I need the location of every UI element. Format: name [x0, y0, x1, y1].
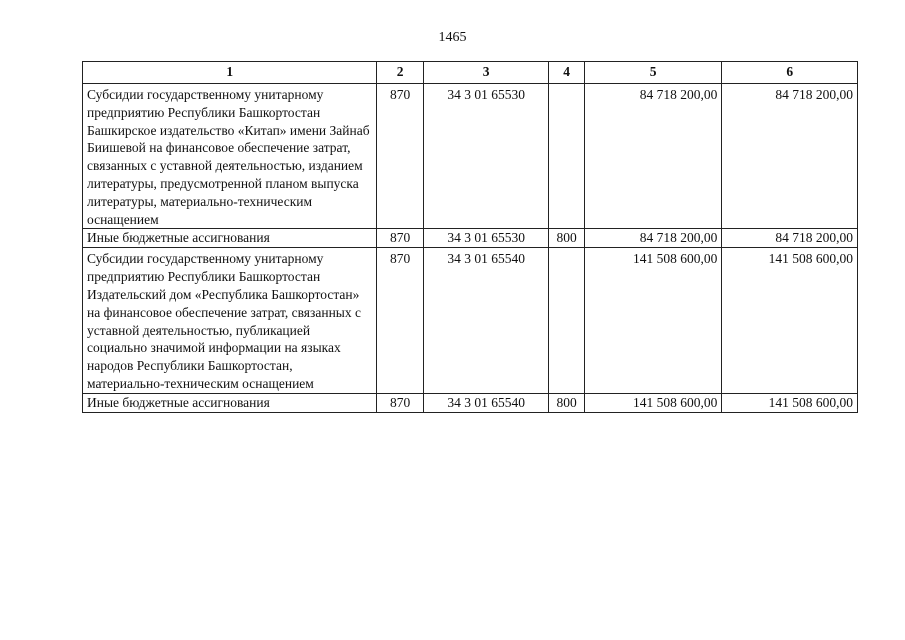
table-header-row	[83, 62, 858, 84]
row-article-cell: 34 3 01 65530	[423, 229, 548, 248]
row-code-cell: 870	[377, 248, 424, 393]
header-col-5: 5	[584, 62, 722, 84]
row-amount-cell: 84 718 200,00	[584, 84, 722, 229]
header-col-2: 2	[377, 62, 424, 84]
table-row	[83, 229, 858, 248]
row-type-cell: 800	[549, 393, 584, 412]
row-name-cell: Иные бюджетные ассигнования	[83, 393, 377, 412]
row-type-cell	[549, 248, 584, 393]
row-amount-cell: 84 718 200,00	[722, 84, 858, 229]
row-code-cell: 870	[377, 84, 424, 229]
header-col-6: 6	[722, 62, 858, 84]
header-col-3: 3	[423, 62, 548, 84]
header-col-1: 1	[83, 62, 377, 84]
row-type-cell	[549, 84, 584, 229]
table-row	[83, 393, 858, 412]
row-type-cell: 800	[549, 229, 584, 248]
budget-table	[82, 61, 858, 413]
row-article-cell: 34 3 01 65540	[423, 248, 548, 393]
row-article-cell: 34 3 01 65540	[423, 393, 548, 412]
row-amount-cell: 141 508 600,00	[722, 393, 858, 412]
row-amount-cell: 141 508 600,00	[584, 393, 722, 412]
header-col-4: 4	[549, 62, 584, 84]
row-amount-cell: 141 508 600,00	[722, 248, 858, 393]
row-code-cell: 870	[377, 393, 424, 412]
row-name-cell: Субсидии государственному унитарному предприятию Республики Башкортостан Башкирское издательство «Китап» имени Зайнаб Биишевой на финансовое обеспечение затрат, связанных с уставной деятельностью, изданием литературы, предусмотренной планом выпуска литературы, материально-техническим оснащением	[83, 84, 377, 229]
page-number: 1465	[438, 30, 467, 45]
row-code-cell: 870	[377, 229, 424, 248]
row-amount-cell: 84 718 200,00	[722, 229, 858, 248]
row-article-cell: 34 3 01 65530	[423, 84, 548, 229]
row-name-cell: Субсидии государственному унитарному предприятию Республики Башкортостан Издательский дом «Республика Башкортостан» на финансовое обеспечение затрат, связанных с уставной деятельностью, публикацией социально значимой информации на языках народов Республики Башкортостан, материально-техническим оснащением	[83, 248, 377, 393]
row-amount-cell: 84 718 200,00	[584, 229, 722, 248]
row-amount-cell: 141 508 600,00	[584, 248, 722, 393]
row-name-cell: Иные бюджетные ассигнования	[83, 229, 377, 248]
table-row	[83, 84, 858, 229]
table-row	[83, 248, 858, 393]
